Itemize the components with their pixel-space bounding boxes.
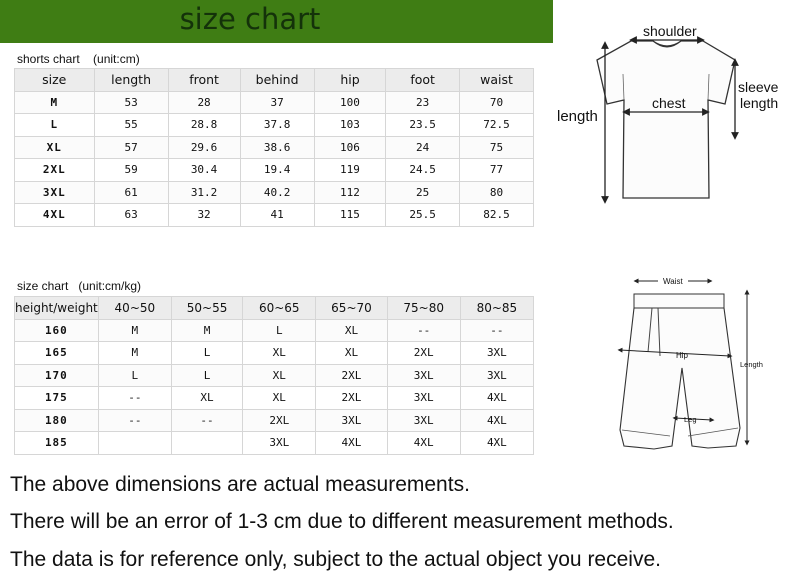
table-cell: 180 — [15, 409, 99, 432]
shorts-chart-table — [14, 68, 534, 227]
table-cell: -- — [98, 387, 171, 410]
table-header-row — [15, 297, 534, 320]
table-cell: 2XL — [316, 364, 387, 387]
table-cell: 30.4 — [168, 159, 240, 182]
table-cell: 115 — [314, 204, 386, 227]
header-cell: hip — [314, 69, 386, 92]
tshirt-outline — [597, 41, 735, 198]
table-cell: 37.8 — [240, 114, 314, 137]
table-cell: L — [171, 342, 242, 365]
table-cell: 28.8 — [168, 114, 240, 137]
table-cell: 53 — [94, 91, 168, 114]
table-cell: 41 — [240, 204, 314, 227]
header-cell: front — [168, 69, 240, 92]
tshirt-diagram — [553, 20, 800, 210]
table-cell: 2XL — [387, 342, 460, 365]
table-row — [15, 364, 534, 387]
table-cell: 40.2 — [240, 181, 314, 204]
table-row — [15, 114, 534, 137]
table-cell: XL — [243, 342, 316, 365]
table-cell: 185 — [15, 432, 99, 455]
size-chart-caption: size chart (unit:cm/kg) — [17, 279, 142, 293]
sleeve-length-label: length — [740, 95, 779, 111]
table-cell: 2XL — [316, 387, 387, 410]
note-line-1: The above dimensions are actual measurements. — [10, 473, 470, 496]
table-row — [15, 319, 534, 342]
table-cell: XL — [243, 364, 316, 387]
table-cell: 29.6 — [168, 136, 240, 159]
table-cell: 24.5 — [386, 159, 460, 182]
header-cell: length — [94, 69, 168, 92]
table-cell: 2XL — [243, 409, 316, 432]
table-cell: 38.6 — [240, 136, 314, 159]
table-cell: 25.5 — [386, 204, 460, 227]
table-cell: 72.5 — [460, 114, 534, 137]
table-row — [15, 91, 534, 114]
table-cell: 4XL — [460, 432, 533, 455]
table-cell: 4XL — [387, 432, 460, 455]
shorts-chart-caption: shorts chart (unit:cm) — [17, 52, 140, 66]
table-cell: 4XL — [460, 409, 533, 432]
waist-label: Waist — [663, 277, 683, 286]
header-cell: height/weight — [15, 297, 99, 320]
table-cell: 63 — [94, 204, 168, 227]
table-cell: 75 — [460, 136, 534, 159]
length-label: length — [557, 108, 598, 125]
leg-label: Leg — [684, 415, 697, 424]
table-cell: -- — [171, 409, 242, 432]
table-cell: L — [243, 319, 316, 342]
header-cell: 60~65 — [243, 297, 316, 320]
size-chart-table — [14, 296, 534, 455]
header-cell: 50~55 — [171, 297, 242, 320]
table-cell: 3XL — [15, 181, 95, 204]
table-row — [15, 136, 534, 159]
table-cell: 3XL — [460, 342, 533, 365]
table-cell: 119 — [314, 159, 386, 182]
table-row — [15, 432, 534, 455]
table-cell: 3XL — [316, 409, 387, 432]
table-cell: M — [98, 319, 171, 342]
table-cell: 82.5 — [460, 204, 534, 227]
table-cell: 175 — [15, 387, 99, 410]
table-cell: 19.4 — [240, 159, 314, 182]
table-cell: 25 — [386, 181, 460, 204]
table-cell: 23.5 — [386, 114, 460, 137]
table-row — [15, 159, 534, 182]
table-cell: 37 — [240, 91, 314, 114]
table-cell: 57 — [94, 136, 168, 159]
table-cell: 160 — [15, 319, 99, 342]
table-cell: 4XL — [15, 204, 95, 227]
note-line-2: There will be an error of 1-3 cm due to different measurement methods. — [10, 510, 674, 533]
table-cell: 112 — [314, 181, 386, 204]
header-cell: 75~80 — [387, 297, 460, 320]
page-title: size chart — [179, 2, 321, 36]
table-cell: 3XL — [387, 387, 460, 410]
table-cell: 31.2 — [168, 181, 240, 204]
table-cell: 2XL — [15, 159, 95, 182]
table-cell: L — [98, 364, 171, 387]
header-cell: behind — [240, 69, 314, 92]
table-row — [15, 342, 534, 365]
table-cell: 24 — [386, 136, 460, 159]
table-cell: XL — [15, 136, 95, 159]
shoulder-label: shoulder — [643, 23, 697, 39]
table-cell: M — [98, 342, 171, 365]
table-cell: 106 — [314, 136, 386, 159]
table-cell: 4XL — [460, 387, 533, 410]
header-cell: size — [15, 69, 95, 92]
table-cell: 100 — [314, 91, 386, 114]
table-cell: L — [171, 364, 242, 387]
table-cell: 165 — [15, 342, 99, 365]
table-cell: 3XL — [387, 364, 460, 387]
table-cell — [171, 432, 242, 455]
table-cell: 28 — [168, 91, 240, 114]
table-header-row — [15, 69, 534, 92]
table-cell: 55 — [94, 114, 168, 137]
table-cell: 3XL — [387, 409, 460, 432]
header-cell: 40~50 — [98, 297, 171, 320]
table-cell: 3XL — [460, 364, 533, 387]
table-cell: 80 — [460, 181, 534, 204]
shorts-diagram — [600, 268, 800, 458]
table-cell: -- — [460, 319, 533, 342]
table-cell: XL — [316, 342, 387, 365]
sleeve-label: sleeve — [738, 79, 779, 95]
table-cell: -- — [98, 409, 171, 432]
note-line-3: The data is for reference only, subject to the actual object you receive. — [10, 548, 661, 571]
table-cell: 170 — [15, 364, 99, 387]
header-cell: foot — [386, 69, 460, 92]
table-cell: XL — [171, 387, 242, 410]
header-cell: 65~70 — [316, 297, 387, 320]
table-cell: M — [15, 91, 95, 114]
table-row — [15, 204, 534, 227]
shorts-length-label: Length — [740, 360, 763, 369]
table-cell: XL — [316, 319, 387, 342]
table-row — [15, 409, 534, 432]
table-cell: 61 — [94, 181, 168, 204]
hip-label: Hip — [676, 351, 689, 360]
shorts-outline — [620, 308, 740, 449]
table-row — [15, 181, 534, 204]
table-cell: 59 — [94, 159, 168, 182]
table-cell: L — [15, 114, 95, 137]
table-cell: M — [171, 319, 242, 342]
table-cell: 70 — [460, 91, 534, 114]
table-cell: -- — [387, 319, 460, 342]
table-cell: 103 — [314, 114, 386, 137]
table-cell: 32 — [168, 204, 240, 227]
table-cell: 3XL — [243, 432, 316, 455]
table-cell — [98, 432, 171, 455]
table-cell: XL — [243, 387, 316, 410]
header-cell: 80~85 — [460, 297, 533, 320]
table-cell: 23 — [386, 91, 460, 114]
table-cell: 77 — [460, 159, 534, 182]
table-cell: 4XL — [316, 432, 387, 455]
header-cell: waist — [460, 69, 534, 92]
chest-label: chest — [652, 95, 686, 111]
table-row — [15, 387, 534, 410]
